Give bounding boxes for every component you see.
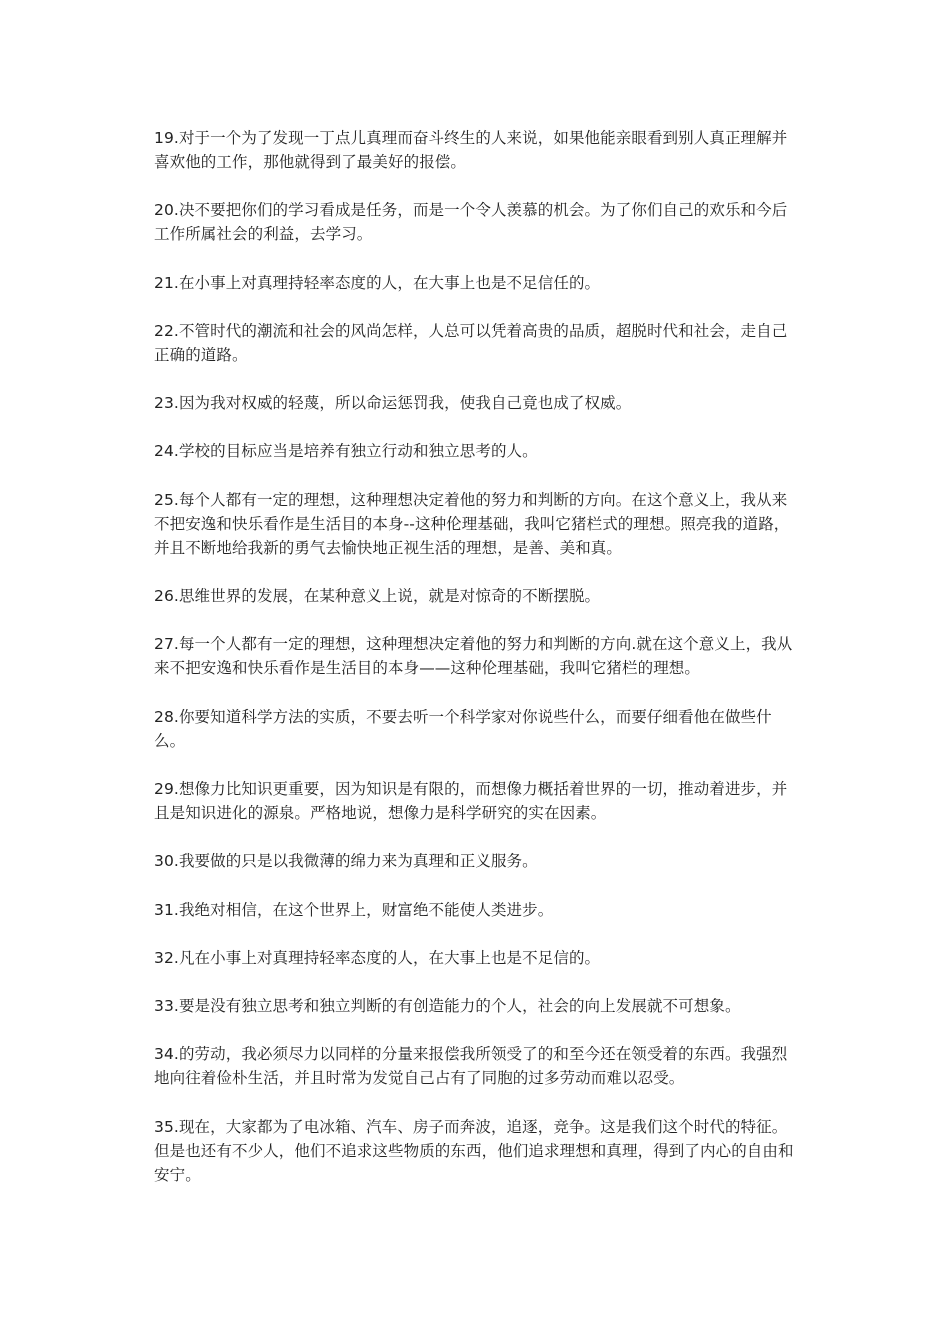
quote-paragraph-34: 34.的劳动，我必须尽力以同样的分量来报偿我所领受了的和至今还在领受着的东西。我强烈地向往着俭朴生活，并且时常为发觉自己占有了同胞的过多劳动而难以忍受。 [154, 1045, 788, 1088]
quote-paragraph-35: 35.现在，大家都为了电冰箱、汽车、房子而奔波，追逐，竞争。这是我们这个时代的特征。但是也还有不少人，他们不追求这些物质的东西，他们追求理想和真理，得到了内心的自由和安宁。 [154, 1117, 794, 1184]
quote-paragraph-24: 24.学校的目标应当是培养有独立行动和独立思考的人。 [154, 442, 538, 461]
quote-paragraph-19: 19.对于一个为了发现一丁点儿真理而奋斗终生的人来说，如果他能亲眼看到别人真正理解并喜欢他的工作，那他就得到了最美好的报偿。 [154, 129, 788, 171]
quote-paragraph-20: 20.决不要把你们的学习看成是任务，而是一个令人羡慕的机会。为了你们自己的欢乐和今后工作所属社会的利益，去学习。 [154, 201, 788, 244]
quote-paragraph-25: 25.每个人都有一定的理想，这种理想决定着他的努力和判断的方向。在这个意义上，我从来不把安逸和快乐看作是生活目的本身--这种伦理基础，我叫它猪栏式的理想。照亮我的道路，并且不断地给我新的勇气去愉快地正视生活的理想，是善、美和真。 [154, 490, 790, 557]
quote-paragraph-27: 27.每一个人都有一定的理想，这种理想决定着他的努力和判断的方向.就在这个意义上，我从来不把安逸和快乐看作是生活目的本身——这种伦理基础，我叫它猪栏的理想。 [154, 635, 793, 678]
quote-paragraph-33: 33.要是没有独立思考和独立判断的有创造能力的个人，社会的向上发展就不可想象。 [154, 997, 741, 1016]
quote-paragraph-32: 32.凡在小事上对真理持轻率态度的人，在大事上也是不足信的。 [154, 948, 601, 967]
quote-paragraph-26: 26.思维世界的发展，在某种意义上说，就是对惊奇的不断摆脱。 [154, 587, 601, 606]
quote-paragraph-23: 23.因为我对权威的轻蔑，所以命运惩罚我，使我自己竟也成了权威。 [154, 394, 632, 413]
quote-paragraph-29: 29.想像力比知识更重要，因为知识是有限的，而想像力概括着世界的一切，推动着进步，并且是知识进化的源泉。严格地说，想像力是科学研究的实在因素。 [154, 779, 788, 822]
document-body [154, 126, 794, 1211]
quote-paragraph-21: 21.在小事上对真理持轻率态度的人，在大事上也是不足信任的。 [154, 273, 601, 292]
quote-paragraph-22: 22.不管时代的潮流和社会的风尚怎样，人总可以凭着高贵的品质，超脱时代和社会，走自己正确的道路。 [154, 321, 788, 364]
quote-paragraph-30: 30.我要做的只是以我微薄的绵力来为真理和正义服务。 [154, 852, 538, 871]
quote-paragraph-28: 28.你要知道科学方法的实质，不要去听一个科学家对你说些什么，而要仔细看他在做些什么。 [154, 707, 772, 750]
quote-paragraph-31: 31.我绝对相信，在这个世界上，财富绝不能使人类进步。 [154, 900, 554, 919]
